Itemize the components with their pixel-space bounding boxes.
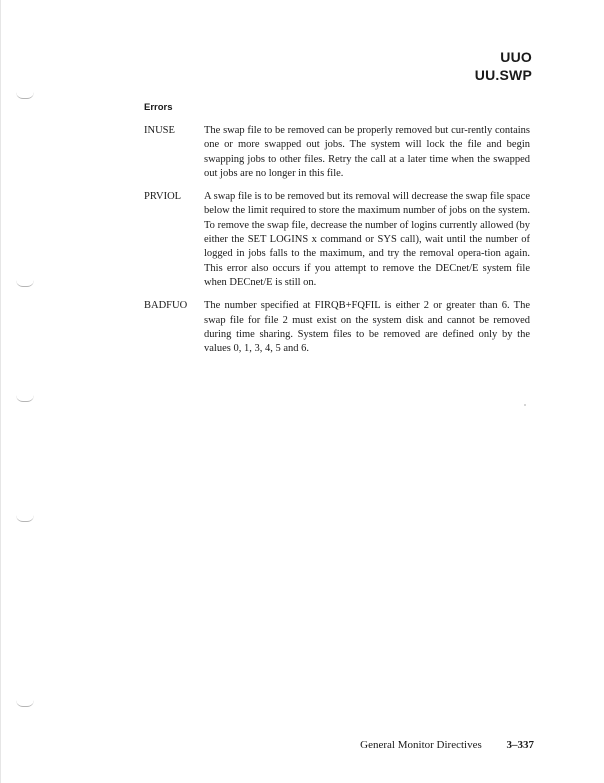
error-entry-badfuo bbox=[144, 299, 534, 356]
error-entry-prviol bbox=[144, 190, 534, 290]
page-footer bbox=[360, 739, 534, 751]
binder-hole-mark bbox=[16, 395, 34, 402]
binder-hole-mark bbox=[16, 700, 34, 707]
binder-hole-mark bbox=[16, 280, 34, 287]
error-entry-inuse bbox=[144, 124, 534, 181]
error-code: BADFUO bbox=[144, 300, 188, 312]
title-line-directive: UUO bbox=[500, 49, 532, 65]
error-code: PRVIOL bbox=[144, 191, 182, 203]
error-code: INUSE bbox=[144, 125, 175, 136]
page-edge bbox=[0, 0, 1, 783]
binder-hole-mark bbox=[16, 92, 34, 99]
scan-speck bbox=[524, 404, 526, 406]
title-line-subfunction: UU.SWP bbox=[474, 67, 532, 83]
error-description: The swap file to be removed can be properly removed but cur-rently contains one or more swapped out jobs. The system will lock the file and begin swapping jobs to other files. Retry the call at a later time when the swapped out jobs are no longer in this file. bbox=[204, 125, 530, 179]
error-description: A swap file is to be removed but its removal will decrease the swap file space below the limit required to store the maximum number of jobs on the system. To remove the swap file, decrease the number of logins currently allowed (by either the SET LOGINS x command or SYS call), wait until the number of logged in jobs falls to the maximum, and try the removal opera-tion again. This error also occurs if you attempt to remove the DECnet/E system file when DECnet/E is still on. bbox=[204, 191, 530, 288]
page-title bbox=[475, 48, 532, 84]
error-description: The number specified at FIRQB+FQFIL is either 2 or greater than 6. The swap file for file 2 must exist on the system disk and cannot be removed during time sharing. System files to be removed are defined only by the values 0, 1, 3, 4, 5 and 6. bbox=[204, 300, 530, 355]
footer-page-number: 3–337 bbox=[506, 739, 534, 751]
section-heading: Errors bbox=[144, 102, 173, 113]
binder-hole-mark bbox=[16, 515, 34, 522]
error-list bbox=[144, 124, 534, 365]
footer-chapter-title: General Monitor Directives bbox=[360, 739, 482, 751]
